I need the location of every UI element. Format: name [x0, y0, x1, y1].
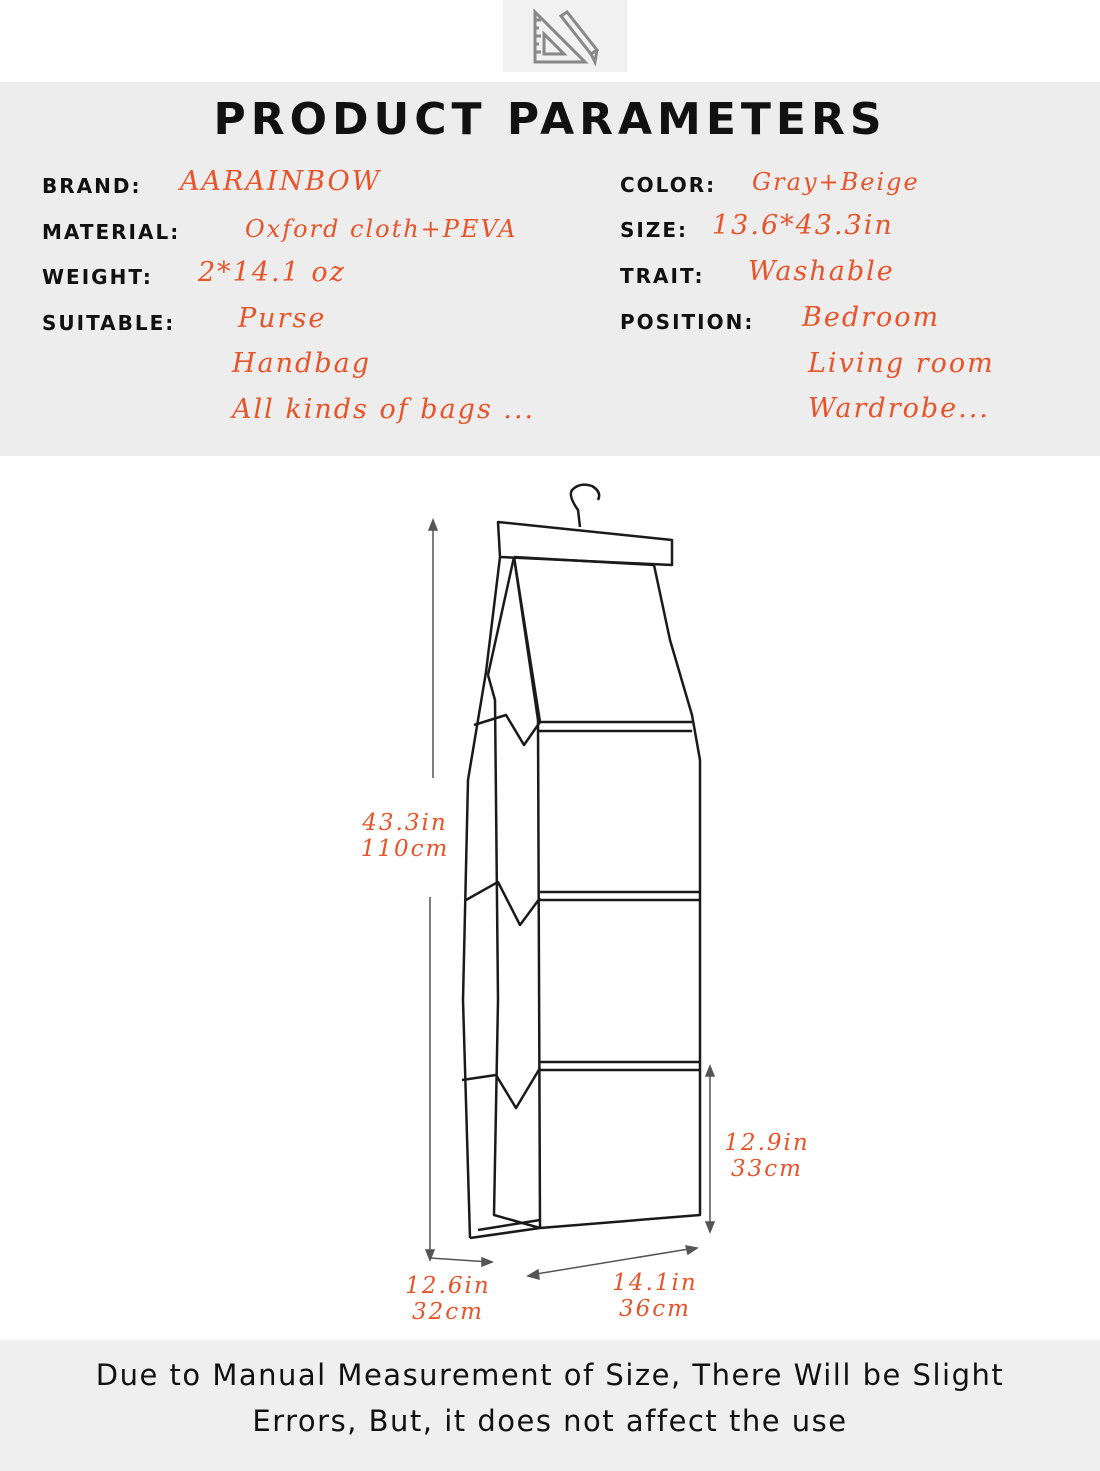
width-cm: 36cm — [619, 1296, 691, 1322]
height-in: 43.3in — [362, 810, 448, 836]
depth-cm: 32cm — [412, 1299, 484, 1325]
trait-value: Washable — [748, 256, 895, 287]
ruler-triangle-icon — [527, 6, 603, 68]
material-value: Oxford cloth+PEVA — [245, 215, 518, 243]
material-label: MATERIAL: — [42, 220, 181, 244]
position-label: POSITION: — [620, 310, 755, 334]
depth-dimension — [393, 1273, 503, 1325]
brand-label: BRAND: — [42, 174, 142, 198]
page-title: PRODUCT PARAMETERS — [213, 94, 887, 145]
size-value: 13.6*43.3in — [712, 210, 894, 241]
pocket-height-dimension — [712, 1130, 822, 1182]
height-cm: 110cm — [360, 836, 450, 862]
disclaimer-line-2: Errors, But, it does not affect the use — [252, 1404, 848, 1438]
suitable-value-2: Handbag — [232, 348, 371, 379]
hanging-organizer-diagram — [0, 456, 1100, 1340]
position-value-1: Bedroom — [802, 302, 941, 333]
brand-logo — [503, 0, 627, 72]
brand-value: AARAINBOW — [180, 166, 382, 197]
pocket-cm: 33cm — [731, 1156, 803, 1182]
suitable-value-3: All kinds of bags ... — [232, 394, 536, 425]
suitable-label: SUITABLE: — [42, 311, 176, 335]
depth-in: 12.6in — [405, 1273, 491, 1299]
organizer-dimension-drawing — [0, 456, 1100, 1340]
color-label: COLOR: — [620, 173, 717, 197]
weight-label: WEIGHT: — [42, 265, 153, 289]
position-value-2: Living room — [808, 348, 995, 379]
position-value-3: Wardrobe... — [808, 393, 990, 424]
width-dimension — [600, 1270, 710, 1322]
suitable-value-1: Purse — [238, 303, 327, 334]
color-value: Gray+Beige — [752, 168, 920, 196]
width-in: 14.1in — [612, 1270, 698, 1296]
trait-label: TRAIT: — [620, 264, 705, 288]
size-label: SIZE: — [620, 218, 689, 242]
hanger-hook-icon — [571, 485, 599, 527]
product-parameters-panel — [0, 82, 1100, 456]
disclaimer-line-1: Due to Manual Measurement of Size, There Will be Slight — [95, 1358, 1005, 1392]
pocket-in: 12.9in — [724, 1130, 810, 1156]
measurement-disclaimer — [0, 1340, 1100, 1471]
height-dimension — [345, 810, 465, 862]
organizer-outline — [462, 485, 700, 1238]
weight-value: 2*14.1 oz — [198, 257, 346, 288]
